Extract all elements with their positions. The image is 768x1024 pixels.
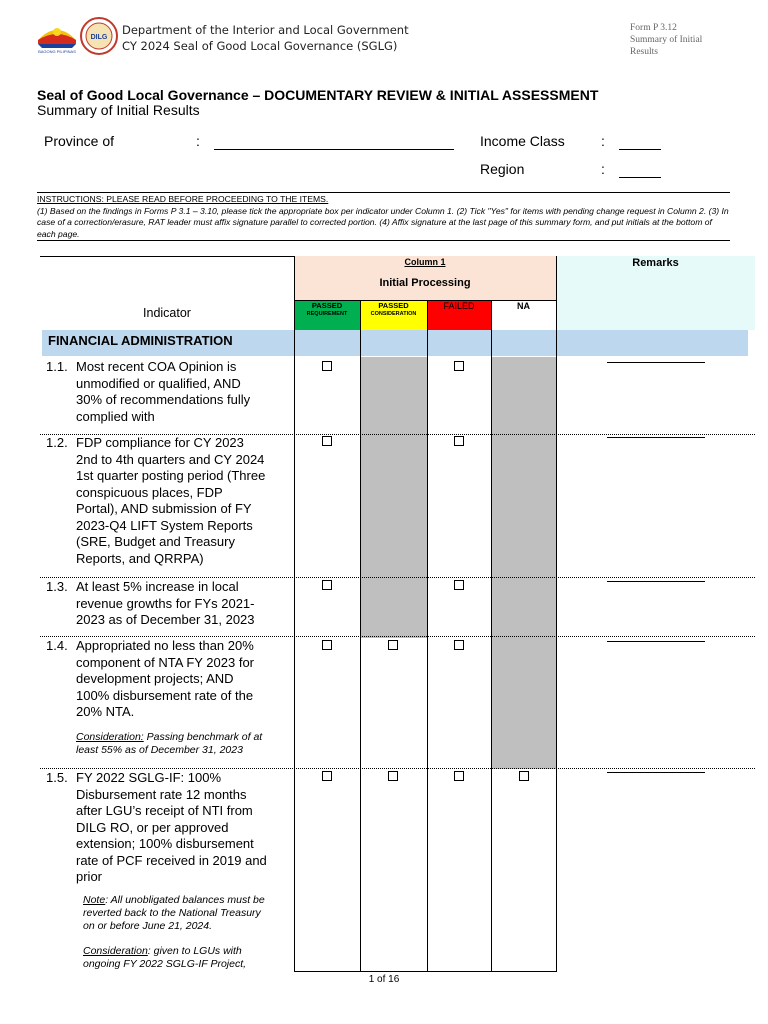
remarks-header: Remarks — [632, 257, 679, 269]
passed-req-line1: PASSED — [311, 301, 343, 310]
checkbox-passed-requirement[interactable] — [322, 436, 332, 446]
indicator-text: FY 2022 SGLG-IF: 100% Disbursement rate 12 months after LGU’s receipt of NTI from DILG RO, or per approved extension; 100% disbursement rate of PCF received in 2019 and prior — [76, 770, 267, 884]
indicator-number: 1.5. — [46, 770, 68, 785]
indicator-text: At least 5% increase in local revenue growths for FYs 2021- 2023 as of December 31, 2023 — [76, 579, 255, 627]
instructions-bottom-rule — [37, 240, 730, 241]
checkbox-passed-consideration[interactable] — [388, 771, 398, 781]
checkbox-failed[interactable] — [454, 640, 464, 650]
table-bottom-border — [294, 971, 556, 972]
checkbox-failed[interactable] — [454, 580, 464, 590]
indicator-number: 1.3. — [46, 579, 68, 594]
bagong-pilipinas-logo — [34, 18, 80, 54]
agency-name — [122, 22, 409, 54]
region-colon: : — [601, 161, 605, 177]
instructions-block — [37, 194, 730, 240]
consideration-note: Consideration: Passing benchmark of at least 55% as of December 31, 2023 — [76, 731, 263, 756]
region-label: Region — [480, 161, 525, 177]
failed-header: FAILED — [427, 300, 491, 332]
indicator-text: Most recent COA Opinion is unmodified or qualified, AND 30% of recommendations fully complied with — [76, 359, 251, 424]
form-name-line-2: Results — [630, 47, 658, 57]
passed-con-line2: CONSIDERATION — [370, 311, 417, 317]
bagong-pilipinas-text: BAGONG PILIPINAS — [38, 49, 76, 54]
passed-consideration-shading — [360, 357, 427, 638]
instructions-heading: INSTRUCTIONS: PLEASE READ BEFORE PROCEEDING TO THE ITEMS. — [37, 194, 329, 204]
consideration-note: Consideration: given to LGUs with ongoing FY 2022 SGLG-IF Project, — [83, 945, 247, 970]
indicator-text: FDP compliance for CY 2023 2nd to 4th quarters and CY 2024 1st quarter posting period (Three conspicuous places, FDP Portal), AND submission of FY 2023-Q4 LIFT System Reports (SRE, Budget and Treasury Reports, and QRRPA) — [76, 435, 266, 566]
checkbox-failed[interactable] — [454, 771, 464, 781]
checkbox-failed[interactable] — [454, 361, 464, 371]
row-note: Note: All unobligated balances must be reverted back to the National Treasury on or before June 21, 2024. — [83, 894, 265, 932]
checkbox-failed[interactable] — [454, 436, 464, 446]
form-number: Form P 3.12 — [630, 23, 677, 33]
checkbox-passed-requirement[interactable] — [322, 580, 332, 590]
section-title: FINANCIAL ADMINISTRATION — [48, 333, 233, 348]
form-name-line-1: Summary of Initial — [630, 35, 703, 45]
indicator-header: Indicator — [143, 306, 191, 320]
dilg-seal-logo — [80, 17, 118, 55]
remarks-line[interactable] — [607, 437, 705, 438]
page-number: 1 of 16 — [368, 974, 400, 985]
province-label: Province of — [44, 133, 115, 149]
sub-header-rule — [294, 300, 556, 301]
initial-processing-label: Initial Processing — [379, 277, 471, 289]
passed-requirement-header — [294, 300, 360, 331]
col-line-indicator — [294, 256, 295, 972]
document-subtitle: Summary of Initial Results — [37, 102, 200, 118]
row-separator — [40, 636, 755, 637]
checkbox-passed-consideration[interactable] — [388, 640, 398, 650]
indicator-number: 1.4. — [46, 638, 68, 653]
passed-con-line1: PASSED — [378, 301, 409, 310]
form-reference — [630, 22, 702, 58]
row-separator — [40, 577, 755, 578]
instructions-body: (1) Based on the findings in Forms P 3.1 – 3.10, please tick the appropriate box per indicator under Column 1. (2) Tick "Yes" for items with pending change request in Column 2. (3) In case of a correction/erasure, RAT leader must affix signature parallel to corrected portion. (4) Affix signature at the last page of this summary form, and put initials at the bottom of each page. — [37, 205, 729, 239]
agency-line-2: CY 2024 Seal of Good Local Governance (SGLG) — [122, 39, 398, 53]
document-title: Seal of Good Local Governance – DOCUMENTARY REVIEW & INITIAL ASSESSMENT — [37, 87, 599, 103]
passed-req-line2: REQUIREMENT — [306, 311, 348, 317]
instructions-top-rule — [37, 192, 730, 193]
passed-consideration-header — [360, 300, 427, 331]
income-class-field[interactable] — [619, 135, 661, 150]
dilg-logo-text: DILG — [90, 34, 108, 41]
province-colon: : — [196, 133, 200, 149]
remarks-line[interactable] — [607, 772, 705, 773]
checkbox-passed-requirement[interactable] — [322, 361, 332, 371]
checkbox-na[interactable] — [519, 771, 529, 781]
indicator-text: Appropriated no less than 20% component of NTA FY 2023 for development projects; AND 100% disbursement rate of the 20% NTA. — [76, 638, 255, 719]
indicator-number: 1.1. — [46, 359, 68, 374]
region-field[interactable] — [619, 163, 661, 178]
income-class-label: Income Class — [480, 133, 565, 149]
na-header: NA — [491, 300, 556, 332]
checkbox-passed-requirement[interactable] — [322, 640, 332, 650]
checkbox-passed-requirement[interactable] — [322, 771, 332, 781]
indicator-number: 1.2. — [46, 435, 68, 450]
province-field[interactable] — [214, 135, 454, 150]
col-line-na — [556, 256, 557, 972]
row-separator — [40, 768, 755, 769]
agency-line-1: Department of the Interior and Local Government — [122, 23, 409, 37]
remarks-line[interactable] — [607, 641, 705, 642]
column1-label: Column 1 — [404, 257, 446, 267]
na-shading — [491, 357, 556, 769]
income-class-colon: : — [601, 133, 605, 149]
remarks-line[interactable] — [607, 581, 705, 582]
remarks-line[interactable] — [607, 362, 705, 363]
